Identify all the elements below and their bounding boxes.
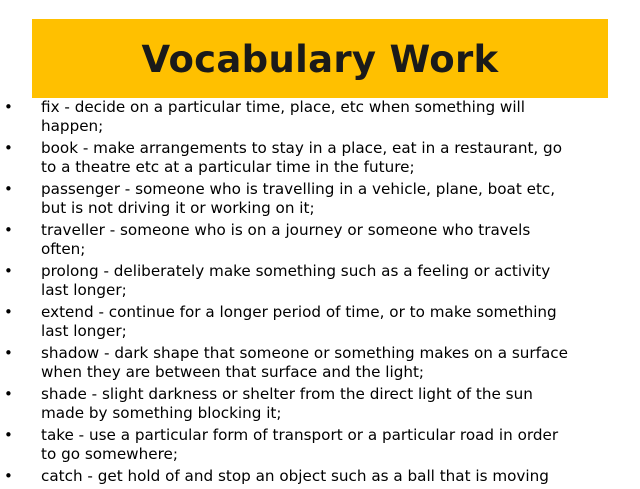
bullet-icon: • bbox=[4, 385, 13, 403]
list-item bbox=[0, 98, 640, 136]
list-item bbox=[0, 385, 640, 423]
list-item bbox=[0, 426, 640, 464]
entry-text-line: passenger - someone who is travelling in a vehicle, plane, boat etc, bbox=[41, 180, 556, 198]
entry-text-line: catch - get hold of and stop an object such as a ball that is moving bbox=[41, 467, 549, 485]
entry-text-line: when they are between that surface and the light; bbox=[41, 363, 425, 381]
list-item bbox=[0, 262, 640, 300]
entry-text-line: last longer; bbox=[41, 281, 127, 299]
bullet-icon: • bbox=[4, 98, 13, 116]
list-item bbox=[0, 344, 640, 382]
entry-text-line: last longer; bbox=[41, 322, 127, 340]
entry-text-line: extend - continue for a longer period of time, or to make something bbox=[41, 303, 557, 321]
bullet-icon: • bbox=[4, 303, 13, 321]
entry-text-line: made by something blocking it; bbox=[41, 404, 282, 422]
title-banner bbox=[32, 19, 608, 98]
entry-text-line: to go somewhere; bbox=[41, 445, 178, 463]
bullet-icon: • bbox=[4, 426, 13, 444]
list-item bbox=[0, 180, 640, 218]
bullet-icon: • bbox=[4, 221, 13, 239]
page-title: Vocabulary Work bbox=[141, 38, 499, 81]
list-item bbox=[0, 467, 640, 486]
entry-text-line: often; bbox=[41, 240, 86, 258]
entry-text-line: shade - slight darkness or shelter from the direct light of the sun bbox=[41, 385, 533, 403]
entry-text-line: traveller - someone who is on a journey or someone who travels bbox=[41, 221, 531, 239]
list-item bbox=[0, 303, 640, 341]
bullet-icon: • bbox=[4, 344, 13, 362]
entry-text-line: book - make arrangements to stay in a place, eat in a restaurant, go bbox=[41, 139, 562, 157]
entry-text-line: fix - decide on a particular time, place, etc when something will bbox=[41, 98, 525, 116]
bullet-icon: • bbox=[4, 262, 13, 280]
bullet-icon: • bbox=[4, 139, 13, 157]
entry-text-line: prolong - deliberately make something such as a feeling or activity bbox=[41, 262, 551, 280]
vocabulary-list bbox=[0, 98, 640, 489]
entry-text-line: happen; bbox=[41, 117, 104, 135]
entry-text-line: to a theatre etc at a particular time in the future; bbox=[41, 158, 415, 176]
entry-text-line: but is not driving it or working on it; bbox=[41, 199, 315, 217]
entry-text-line: take - use a particular form of transport or a particular road in order bbox=[41, 426, 559, 444]
entry-text-line: shadow - dark shape that someone or something makes on a surface bbox=[41, 344, 568, 362]
list-item bbox=[0, 139, 640, 177]
bullet-icon: • bbox=[4, 180, 13, 198]
bullet-icon: • bbox=[4, 467, 13, 485]
list-item bbox=[0, 221, 640, 259]
